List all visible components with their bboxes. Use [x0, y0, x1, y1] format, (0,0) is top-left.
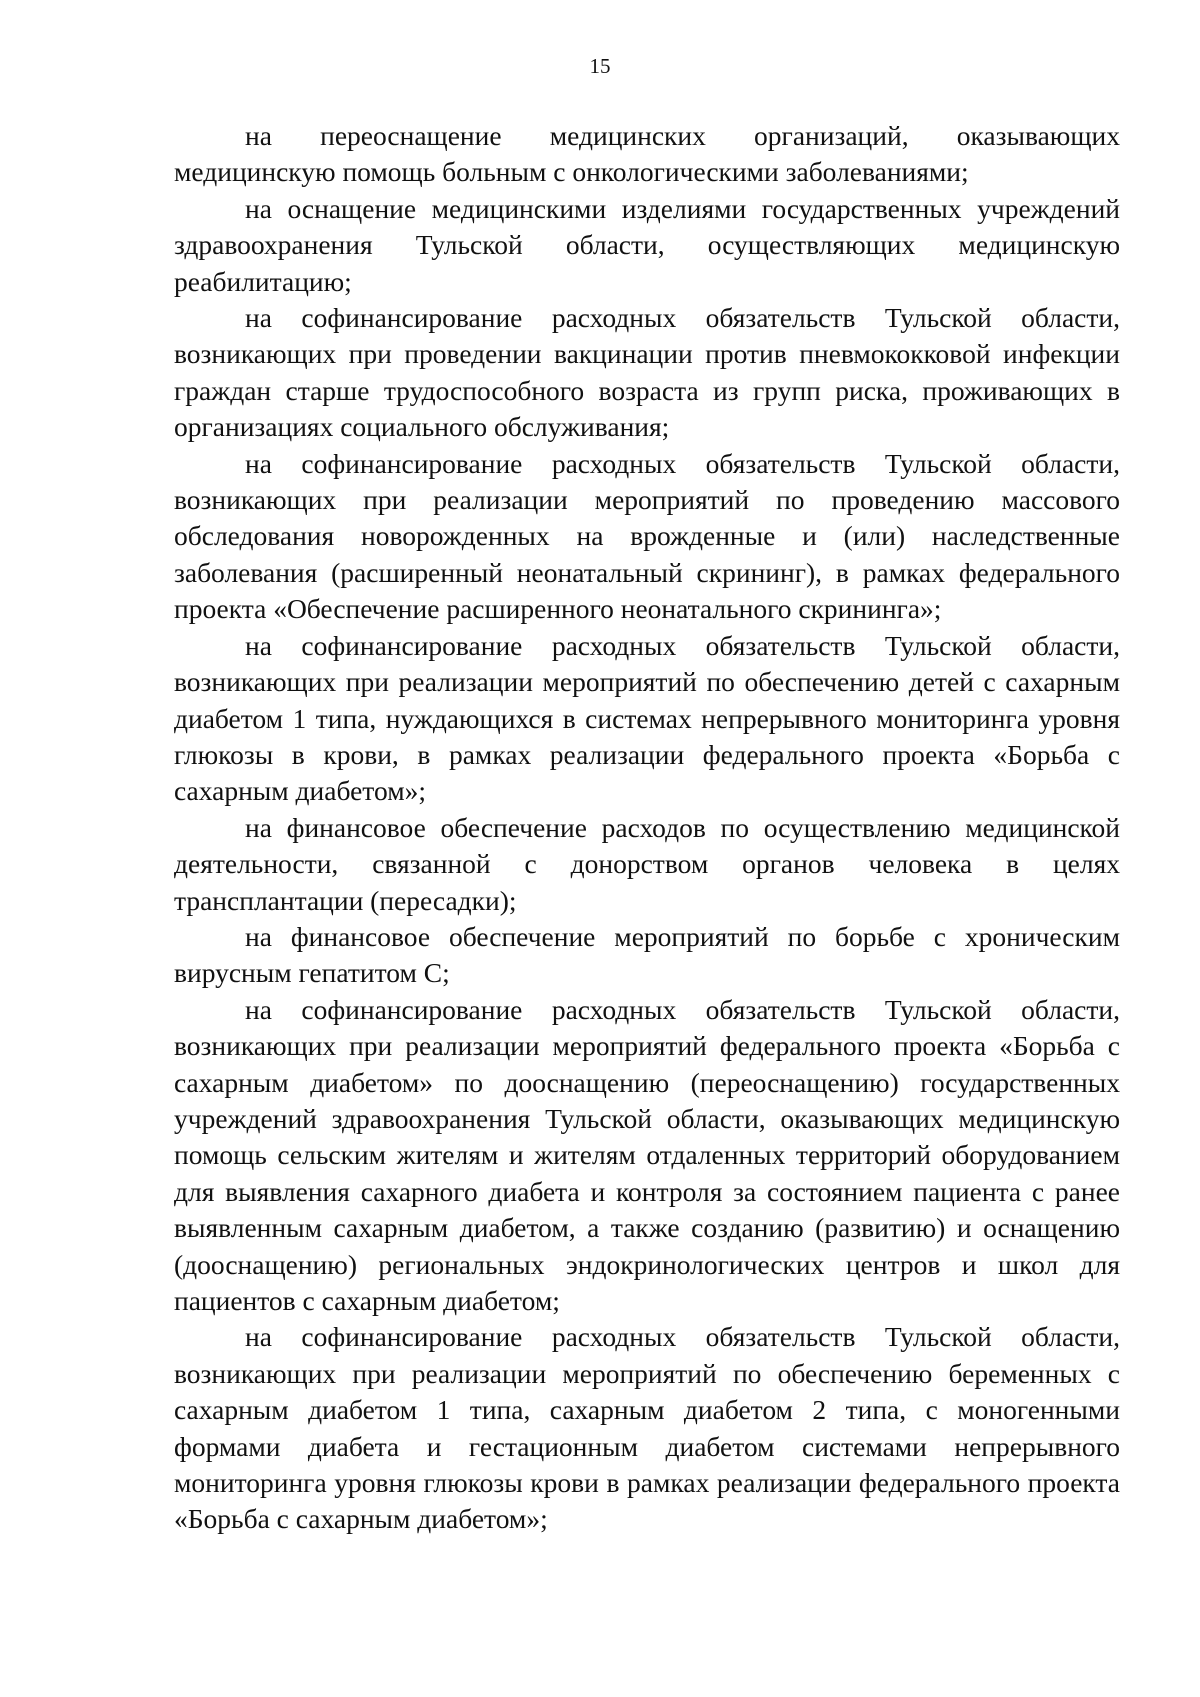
paragraph-oncology-reequipment: на переоснащение медицинских организаций, оказывающих медицинскую помощь больным с онкологическими заболеваниями; — [174, 120, 1120, 188]
paragraph-children-diabetes-monitoring: на софинансирование расходных обязательств Тульской области, возникающих при реализации мероприятий по обеспечению детей с сахарным диабетом 1 типа, нуждающихся в системах непрерывного мониторинга уровня глюкозы в крови, в рамках реализации федерального проекта «Борьба с сахарным диабетом»; — [174, 629, 1120, 807]
paragraph-organ-donation: на финансовое обеспечение расходов по осуществлению медицинской деятельности, связанной с донорством органов человека в целях трансплантации (пересадки); — [174, 811, 1120, 916]
document-body — [174, 118, 1120, 1538]
paragraph-hepatitis-c: на финансовое обеспечение мероприятий по борьбе с хроническим вирусным гепатитом С; — [174, 920, 1120, 989]
paragraph-pregnant-diabetes-monitoring: на софинансирование расходных обязательств Тульской области, возникающих при реализации мероприятий по обеспечению беременных с сахарным диабетом 1 типа, сахарным диабетом 2 типа, с моногенными формами диабета и гестационным диабетом системами непрерывного мониторинга уровня глюкозы крови в рамках реализации федерального проекта «Борьба с сахарным диабетом»; — [174, 1321, 1120, 1535]
page-number: 15 — [589, 54, 611, 78]
paragraph-diabetes-equipment-rural: на софинансирование расходных обязательств Тульской области, возникающих при реализации мероприятий федерального проекта «Борьба с сахарным диабетом» по дооснащению (переоснащению) государственных учреждений здравоохранения Тульской области, оказывающих медицинскую помощь сельским жителям и жителям отдаленных территорий оборудованием для выявления сахарного диабета и контроля за состоянием пациента с ранее выявленным сахарным диабетом, а также созданию (развитию) и оснащению (дооснащению) региональных эндокринологических центров и школ для пациентов с сахарным диабетом; — [174, 993, 1120, 1316]
paragraph-neonatal-screening: на софинансирование расходных обязательств Тульской области, возникающих при реализации мероприятий по проведению массового обследования новорожденных на врожденные и (или) наследственные заболевания (расширенный неонатальный скрининг), в рамках федерального проекта «Обеспечение расширенного неонатального скрининга»; — [174, 447, 1120, 625]
paragraph-rehabilitation-equipment: на оснащение медицинскими изделиями государственных учреждений здравоохранения Тульской области, осуществляющих медицинскую реабилитацию; — [174, 192, 1120, 297]
paragraph-pneumococcal-vaccination: на софинансирование расходных обязательств Тульской области, возникающих при проведении вакцинации против пневмококковой инфекции граждан старше трудоспособного возраста из групп риска, проживающих в организациях социального обслуживания; — [174, 302, 1120, 443]
